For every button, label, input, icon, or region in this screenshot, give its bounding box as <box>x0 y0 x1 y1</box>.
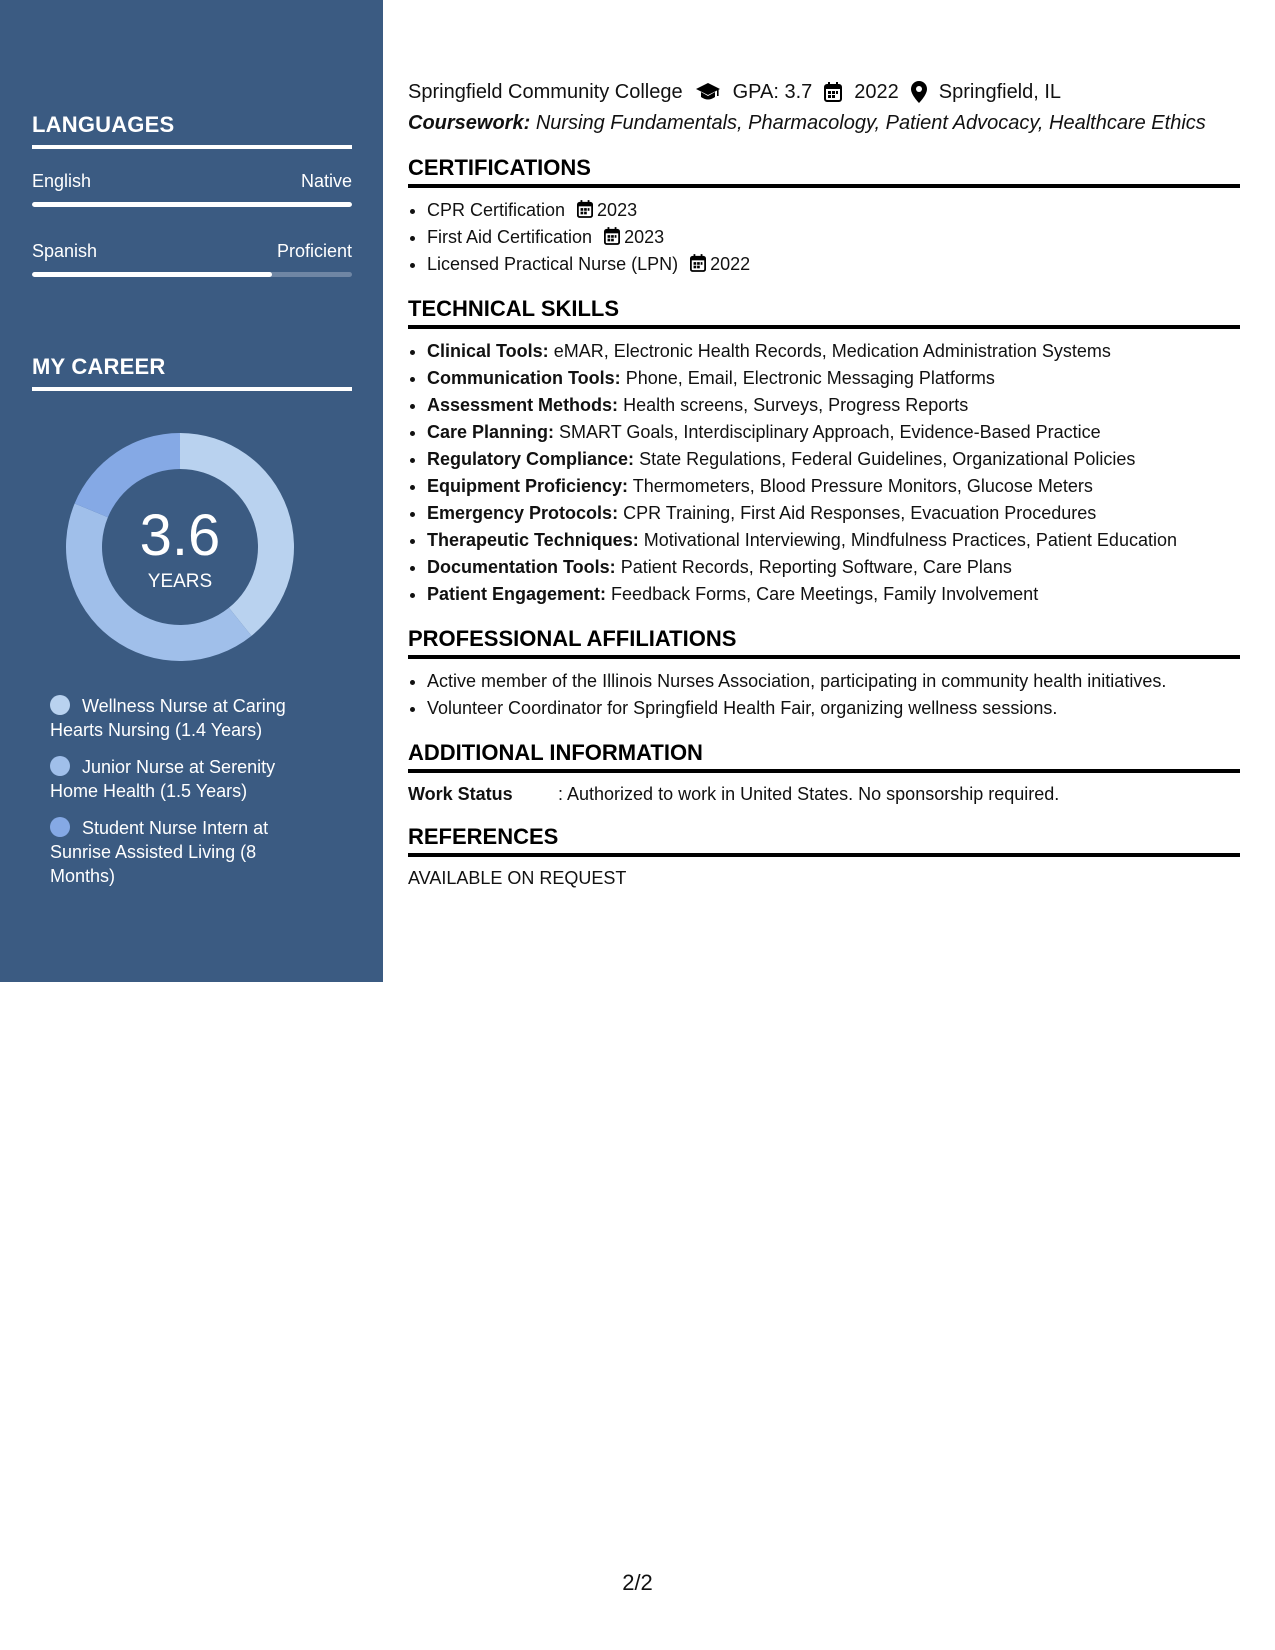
coursework-label: Coursework: <box>408 112 531 134</box>
page-number: 2/2 <box>622 1570 653 1595</box>
career-dot-icon <box>50 817 70 837</box>
skill-item <box>427 419 1240 446</box>
career-total-years: 3.6 <box>139 503 221 568</box>
career-item <box>50 755 325 803</box>
affiliations-list <box>408 668 1240 722</box>
skill-text: eMAR, Electronic Health Records, Medication Administration Systems <box>553 341 1111 361</box>
skill-label: Clinical Tools: <box>427 341 549 361</box>
affiliation-item: • Active member of the Illinois Nurses Association, participating in community health initiatives. <box>427 668 1240 695</box>
additional-information-heading: ADDITIONAL INFORMATION <box>408 740 1240 773</box>
skill-label: Communication Tools: <box>427 368 621 388</box>
technical-skills-heading: TECHNICAL SKILLS <box>408 296 1240 329</box>
certification-name: First Aid Certification <box>427 227 593 247</box>
calendar-icon <box>690 254 706 272</box>
coursework <box>408 112 1240 135</box>
education-location: Springfield, IL <box>938 80 1062 103</box>
career-dot-icon <box>50 756 70 776</box>
skill-item <box>427 500 1240 527</box>
coursework-text: Nursing Fundamentals, Pharmacology, Patient Advocacy, Healthcare Ethics <box>535 112 1206 134</box>
references-text: AVAILABLE ON REQUEST <box>408 868 627 888</box>
location-pin-icon <box>911 81 927 103</box>
skill-item <box>427 554 1240 581</box>
references-heading: REFERENCES <box>408 824 1240 857</box>
certification-year: 2023 <box>624 227 665 247</box>
career-dot-icon <box>50 695 70 715</box>
graduation-year: 2022 <box>854 80 899 103</box>
school-name: Springfield Community College <box>408 80 683 103</box>
skill-text: Thermometers, Blood Pressure Monitors, Glucose Meters <box>632 476 1093 496</box>
calendar-icon <box>824 82 842 102</box>
education-line <box>408 78 1240 106</box>
languages-heading: LANGUAGES <box>32 112 352 149</box>
affiliation-item: • Volunteer Coordinator for Springfield Health Fair, organizing wellness sessions. <box>427 695 1240 722</box>
skill-label: Assessment Methods: <box>427 395 619 415</box>
career-item <box>50 816 325 888</box>
skill-item <box>427 338 1240 365</box>
work-status-value: : Authorized to work in United States. No sponsorship required. <box>558 784 1060 804</box>
skill-label: Regulatory Compliance: <box>427 449 635 469</box>
language-bar-english <box>32 202 352 207</box>
calendar-icon <box>604 227 620 245</box>
gpa: GPA: 3.7 <box>732 80 813 103</box>
career-label: Wellness Nurse at Caring Hearts Nursing (1.4 Years) <box>50 696 286 740</box>
career-label: Student Nurse Intern at Sunrise Assisted Living (8 Months) <box>50 818 269 886</box>
skill-text: State Regulations, Federal Guidelines, Organizational Policies <box>639 449 1136 469</box>
career-label: Junior Nurse at Serenity Home Health (1.5 Years) <box>50 757 276 801</box>
skill-item <box>427 473 1240 500</box>
language-bar-spanish <box>32 272 352 277</box>
skill-item <box>427 392 1240 419</box>
graduation-cap-icon <box>695 82 721 102</box>
certification-year: 2023 <box>597 200 638 220</box>
skill-text: Patient Records, Reporting Software, Care Plans <box>620 557 1012 577</box>
career-item <box>50 694 325 742</box>
skill-label: Patient Engagement: <box>427 584 607 604</box>
work-status-row <box>408 782 1240 806</box>
skill-item <box>427 527 1240 554</box>
skill-label: Documentation Tools: <box>427 557 616 577</box>
skill-label: Emergency Protocols: <box>427 503 619 523</box>
skill-text: SMART Goals, Interdisciplinary Approach, Evidence-Based Practice <box>559 422 1101 442</box>
skill-item <box>427 365 1240 392</box>
language-name: English <box>32 171 92 191</box>
certification-item <box>427 197 1240 224</box>
calendar-icon <box>577 200 593 218</box>
language-level: Proficient <box>276 241 352 261</box>
skill-text: Health screens, Surveys, Progress Reports <box>623 395 969 415</box>
skill-label: Equipment Proficiency: <box>427 476 629 496</box>
language-name: Spanish <box>32 241 98 261</box>
certification-name: CPR Certification <box>427 200 566 220</box>
skill-item <box>427 446 1240 473</box>
skill-label: Care Planning: <box>427 422 555 442</box>
language-bar-fill <box>32 272 272 277</box>
skills-list <box>408 338 1240 608</box>
language-level: Native <box>300 171 352 191</box>
skill-item <box>427 581 1240 608</box>
career-heading: MY CAREER <box>32 354 352 391</box>
certifications-heading: CERTIFICATIONS <box>408 155 1240 188</box>
skill-text: Feedback Forms, Care Meetings, Family Involvement <box>611 584 1039 604</box>
skill-text: Phone, Email, Electronic Messaging Platforms <box>625 368 995 388</box>
language-row-english <box>32 171 352 192</box>
skill-text: CPR Training, First Aid Responses, Evacuation Procedures <box>623 503 1097 523</box>
certification-year: 2022 <box>710 254 751 274</box>
certifications-list <box>408 197 1240 278</box>
language-bar-fill <box>32 202 352 207</box>
career-total-unit: YEARS <box>147 571 213 592</box>
skill-label: Therapeutic Techniques: <box>427 530 639 550</box>
professional-affiliations-heading: PROFESSIONAL AFFILIATIONS <box>408 626 1240 659</box>
work-status-label: Work Status <box>408 784 513 804</box>
donut-center <box>66 433 294 661</box>
certification-item <box>427 251 1240 278</box>
certification-item <box>427 224 1240 251</box>
career-list <box>50 694 325 901</box>
language-row-spanish <box>32 241 352 262</box>
sidebar <box>0 0 383 982</box>
skill-text: Motivational Interviewing, Mindfulness Practices, Patient Education <box>643 530 1177 550</box>
main-content <box>408 78 1240 889</box>
certification-name: Licensed Practical Nurse (LPN) <box>427 254 679 274</box>
career-donut-chart <box>66 433 294 661</box>
